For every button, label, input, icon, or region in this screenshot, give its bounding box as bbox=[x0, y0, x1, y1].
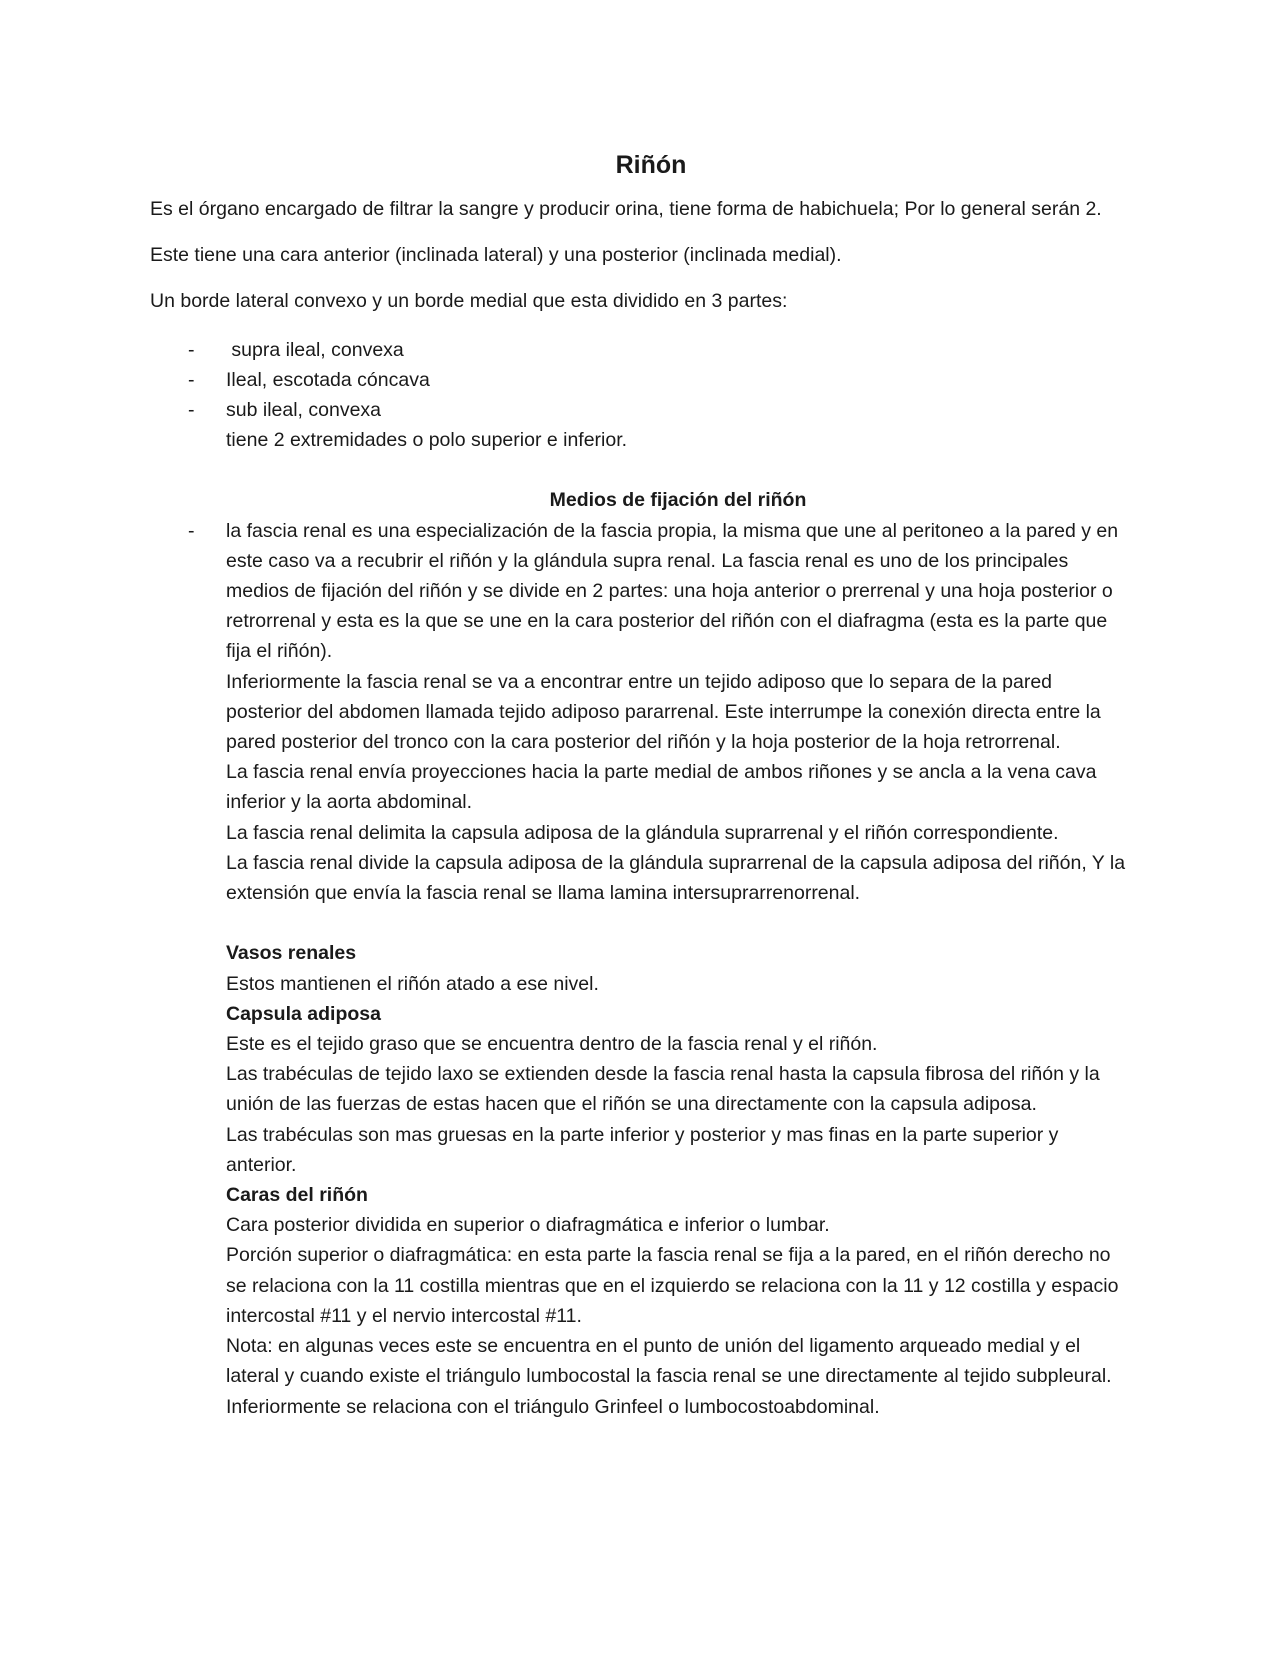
caras-heading: Caras del riñón bbox=[226, 1184, 368, 1207]
intro-paragraph-1: Es el órgano encargado de filtrar la sangre y producir orina, tiene forma de habichuela; Por lo general serán 2. bbox=[150, 198, 1102, 220]
capsula-paragraph-3: Las trabéculas son mas gruesas en la parte inferior y posterior y mas finas en la parte superior y anterior. bbox=[226, 1123, 1059, 1176]
border-parts-list bbox=[150, 335, 1130, 426]
vasos-text: Estos mantienen el riñón atado a ese nivel. bbox=[226, 972, 599, 995]
list-item: - supra ileal, convexa bbox=[150, 335, 1130, 365]
fixation-list-item bbox=[150, 516, 1130, 667]
list-item: - Ileal, escotada cóncava bbox=[150, 365, 1130, 395]
fixation-paragraph-4: La fascia renal delimita la capsula adiposa de la glándula suprarrenal y el riñón correspondiente. bbox=[226, 821, 1059, 844]
document-title: Riñón bbox=[615, 151, 687, 179]
extremities-text: tiene 2 extremidades o polo superior e inferior. bbox=[226, 429, 628, 452]
fixation-paragraph-3: La fascia renal envía proyecciones hacia la parte medial de ambos riñones y se ancla a la vena cava inferior y la aorta abdominal. bbox=[226, 761, 1097, 814]
document-page bbox=[150, 150, 1130, 1422]
fixation-heading: Medios de fijación del riñón bbox=[549, 489, 807, 512]
intro-paragraph-2: Este tiene una cara anterior (inclinada lateral) y una posterior (inclinada medial). bbox=[150, 244, 842, 267]
caras-paragraph-2: Porción superior o diafragmática: en esta parte la fascia renal se fija a la pared, en el riñón derecho no se relaciona con la 11 costilla mientras que en el izquierdo se relaciona con la 11 y 12 costilla y espacio intercostal #11 y el nervio intercostal #11. bbox=[226, 1244, 1119, 1327]
intro-paragraph-3: Un borde lateral convexo y un borde medial que esta dividido en 3 partes: bbox=[150, 290, 788, 313]
dash-bullet: - bbox=[188, 519, 195, 542]
spacer bbox=[150, 908, 1130, 938]
fixation-paragraph-2: Inferiormente la fascia renal se va a encontrar entre un tejido adiposo que lo separa de la pared posterior del abdomen llamada tejido adiposo pararrenal. Este interrumpe la conexión directa entre la pared posterior del tronco con la cara posterior del riñón y la hoja posterior de la hoja retrorrenal. bbox=[226, 670, 1101, 754]
fixation-paragraph-1: la fascia renal es una especialización de la fascia propia, la misma que une al peritoneo a la pared y en este caso va a recubrir el riñón y la glándula supra renal. La fascia renal es uno de los principales medios de fijación del riñón y se divide en 2 partes: una hoja anterior o prerrenal y una hoja posterior o retrorrenal y esta es la que se une en la cara posterior del riñón con el diafragma (esta es la parte que fija el riñón). bbox=[226, 519, 1119, 663]
vasos-heading: Vasos renales bbox=[226, 942, 357, 965]
list-item: - sub ileal, convexa bbox=[150, 395, 1130, 425]
fixation-paragraph-5: La fascia renal divide la capsula adiposa de la glándula suprarrenal de la capsula adiposa del riñón, Y la extensión que envía la fascia renal se llama lamina intersuprarrenorrenal. bbox=[226, 851, 1126, 905]
capsula-heading: Capsula adiposa bbox=[226, 1002, 381, 1025]
capsula-paragraph-1: Este es el tejido graso que se encuentra dentro de la fascia renal y el riñón. bbox=[226, 1033, 878, 1056]
capsula-paragraph-2: Las trabéculas de tejido laxo se extienden desde la fascia renal hasta la capsula fibrosa del riñón y la unión de las fuerzas de estas hacen que el riñón se una directamente con la capsula adiposa. bbox=[226, 1063, 1100, 1116]
caras-paragraph-3: Nota: en algunas veces este se encuentra en el punto de unión del ligamento arqueado medial y el lateral y cuando existe el triángulo lumbocostal la fascia renal se une directamente al tejido subpleural. Inferiormente se relaciona con el triángulo Grinfeel o lumbocostoabdominal. bbox=[226, 1335, 1112, 1418]
caras-paragraph-1: Cara posterior dividida en superior o diafragmática e inferior o lumbar. bbox=[226, 1214, 830, 1237]
